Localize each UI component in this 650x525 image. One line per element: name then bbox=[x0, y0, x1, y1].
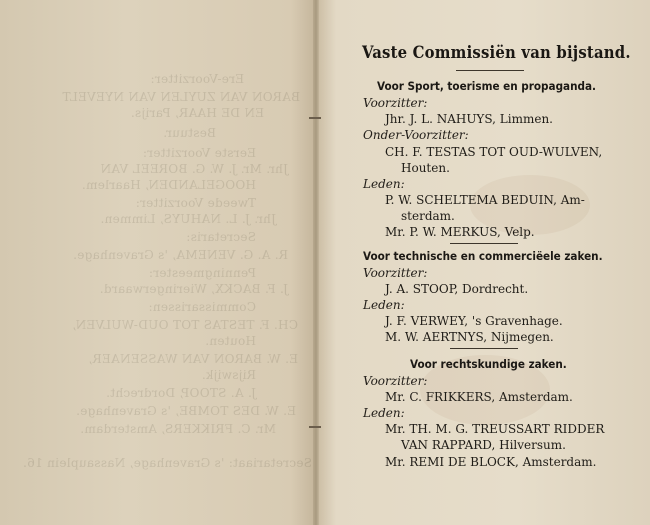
member-entry: Mr. P. W. MERKUS, Velp. bbox=[385, 225, 535, 239]
ghost-line: Secretaris: bbox=[186, 230, 256, 244]
ghost-line: Eerste Voorzitter: bbox=[142, 146, 256, 160]
ghost-line: Tweede Voorzitter: bbox=[135, 196, 256, 210]
ghost-line: Jhr. Mr. J. W. G. BOREEL VAN bbox=[100, 162, 288, 176]
role-label: Onder-Voorzitter: bbox=[363, 128, 469, 142]
member-entry: Mr. C. FRIKKERS, Amsterdam. bbox=[385, 390, 573, 404]
book-gutter bbox=[313, 0, 319, 525]
role-label: Leden: bbox=[363, 298, 405, 312]
member-entry: M. W. AERTNYS, Nijmegen. bbox=[385, 330, 554, 344]
ghost-line: E. W. BARON VAN WASSENAER, bbox=[88, 352, 298, 366]
member-entry: Mr. TH. M. G. TREUSSART RIDDER bbox=[385, 422, 605, 436]
ghost-line: EN DE HAAR, Parijs. bbox=[130, 106, 264, 120]
ghost-line: Ere-Voorzitter: bbox=[150, 72, 244, 86]
member-entry: J. A. STOOP, Dordrecht. bbox=[385, 282, 529, 296]
section-heading-technical: Voor technische en commerciëele zaken. bbox=[363, 249, 603, 263]
role-label: Voorzitter: bbox=[363, 374, 428, 388]
ghost-line: Secretariaat: 's Gravenhage, Nassauplein 16. bbox=[22, 456, 312, 470]
ghost-line: E. W. DES TOMBE, 's Gravenhage. bbox=[75, 404, 296, 418]
ghost-line: R. A. G. VENEMA, 's Gravenhage. bbox=[72, 248, 288, 262]
role-label: Leden: bbox=[363, 177, 405, 191]
ghost-line: Penningmeester: bbox=[148, 266, 256, 280]
title-rule bbox=[456, 70, 524, 71]
ghost-line: Bestuur. bbox=[163, 126, 216, 140]
ghost-line: J. F. BACKX, Wieringerwaard. bbox=[99, 282, 288, 296]
staple-top bbox=[309, 117, 321, 119]
left-page bbox=[0, 0, 316, 525]
role-label: Voorzitter: bbox=[363, 96, 428, 110]
section-rule bbox=[450, 348, 518, 349]
role-label: Leden: bbox=[363, 406, 405, 420]
section-rule bbox=[450, 243, 518, 244]
member-entry: J. F. VERWEY, 's Gravenhage. bbox=[385, 314, 563, 328]
staple-bottom bbox=[309, 426, 321, 428]
member-entry: P. W. SCHELTEMA BEDUIN, Am- bbox=[385, 193, 585, 207]
ghost-line: Jhr. J. L. NAHUYS, Limmen. bbox=[100, 212, 276, 226]
ghost-line: CH. F. TESTAS TOT OUD-WULVEN, bbox=[72, 318, 298, 332]
ghost-line: Mr. C. FRIKKERS, Amsterdam. bbox=[80, 422, 276, 436]
section-heading-sport: Voor Sport, toerisme en propaganda. bbox=[377, 79, 596, 93]
ghost-line: Rijswijk. bbox=[201, 368, 256, 382]
member-entry-continuation: VAN RAPPARD, Hilversum. bbox=[401, 438, 566, 452]
member-entry: Mr. REMI DE BLOCK, Amsterdam. bbox=[385, 455, 597, 469]
ghost-line: BARON VAN ZUYLEN VAN NYEVELT bbox=[62, 90, 300, 104]
section-heading-legal: Voor rechtskundige zaken. bbox=[410, 357, 567, 371]
member-entry: Jhr. J. L. NAHUYS, Limmen. bbox=[385, 112, 553, 126]
page-title: Vaste Commissiën van bijstand. bbox=[362, 43, 631, 62]
ghost-line: Houten. bbox=[205, 334, 256, 348]
role-label: Voorzitter: bbox=[363, 266, 428, 280]
show-through-text bbox=[0, 0, 316, 525]
member-entry: CH. F. TESTAS TOT OUD-WULVEN, bbox=[385, 145, 603, 159]
member-entry-continuation: Houten. bbox=[401, 161, 450, 175]
ghost-line: J. A. STOOP, Dordrecht. bbox=[105, 386, 256, 400]
member-entry-continuation: sterdam. bbox=[401, 209, 455, 223]
ghost-line: HOOGELANDEN, Haarlem. bbox=[81, 178, 256, 192]
ghost-line: Commissarissen: bbox=[148, 300, 256, 314]
